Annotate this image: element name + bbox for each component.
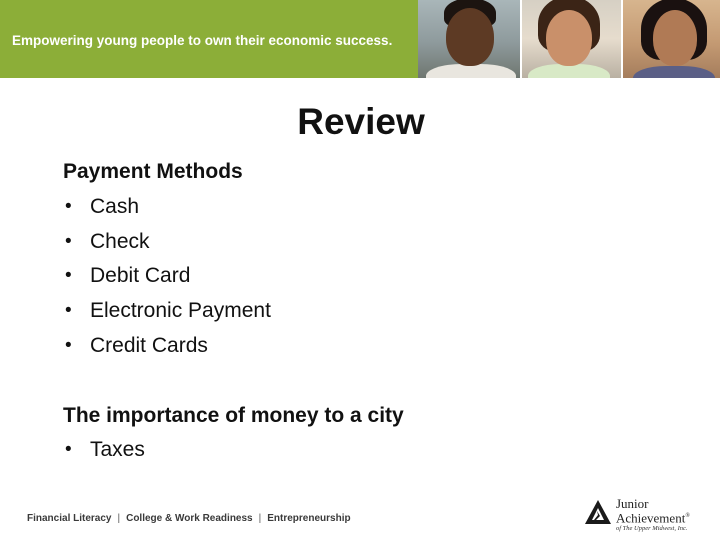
list-item (63, 190, 683, 225)
ja-logo-subline: of The Upper Midwest, Inc. (616, 525, 688, 532)
junior-achievement-logo (584, 496, 704, 534)
ja-mountain-icon (584, 499, 612, 525)
bullet-list (63, 190, 683, 364)
bullet-list (63, 433, 683, 468)
list-item (63, 225, 683, 260)
list-item-label: Credit Cards (90, 333, 208, 357)
bullet-icon: • (65, 439, 72, 461)
section-heading: The importance of money to a city (63, 403, 404, 427)
list-item-label: Taxes (90, 438, 145, 462)
student-photo-strip (418, 0, 720, 78)
slide-title: Review (297, 101, 425, 142)
list-item (63, 259, 683, 294)
bullet-icon: • (65, 195, 72, 217)
footer-link-entrepreneurship: Entrepreneurship (267, 513, 351, 524)
tagline: Empowering young people to own their economic success. (12, 33, 393, 48)
footer-separator: | (117, 513, 121, 524)
footer-link-college-work-readiness: College & Work Readiness (126, 513, 253, 524)
bullet-icon: • (65, 300, 72, 322)
student-photo (522, 0, 621, 78)
section-spacer (63, 364, 683, 399)
student-photo (623, 0, 720, 78)
list-item-label: Debit Card (90, 264, 191, 288)
header-banner (0, 0, 720, 78)
bullet-icon: • (65, 265, 72, 287)
list-item (63, 294, 683, 329)
list-item-label: Cash (90, 194, 140, 218)
footer-program-links (27, 513, 351, 524)
list-item (63, 433, 683, 468)
list-item (63, 329, 683, 364)
list-item-label: Electronic Payment (90, 299, 271, 323)
bullet-icon: • (65, 334, 72, 356)
slide-content (63, 155, 683, 468)
list-item-label: Check (90, 229, 150, 253)
footer-separator: | (258, 513, 262, 524)
footer-link-financial-literacy: Financial Literacy (27, 513, 112, 524)
section-heading: Payment Methods (63, 160, 243, 183)
student-photo (418, 0, 520, 78)
ja-logo-name: Junior Achievement® (616, 496, 690, 526)
bullet-icon: • (65, 230, 72, 252)
